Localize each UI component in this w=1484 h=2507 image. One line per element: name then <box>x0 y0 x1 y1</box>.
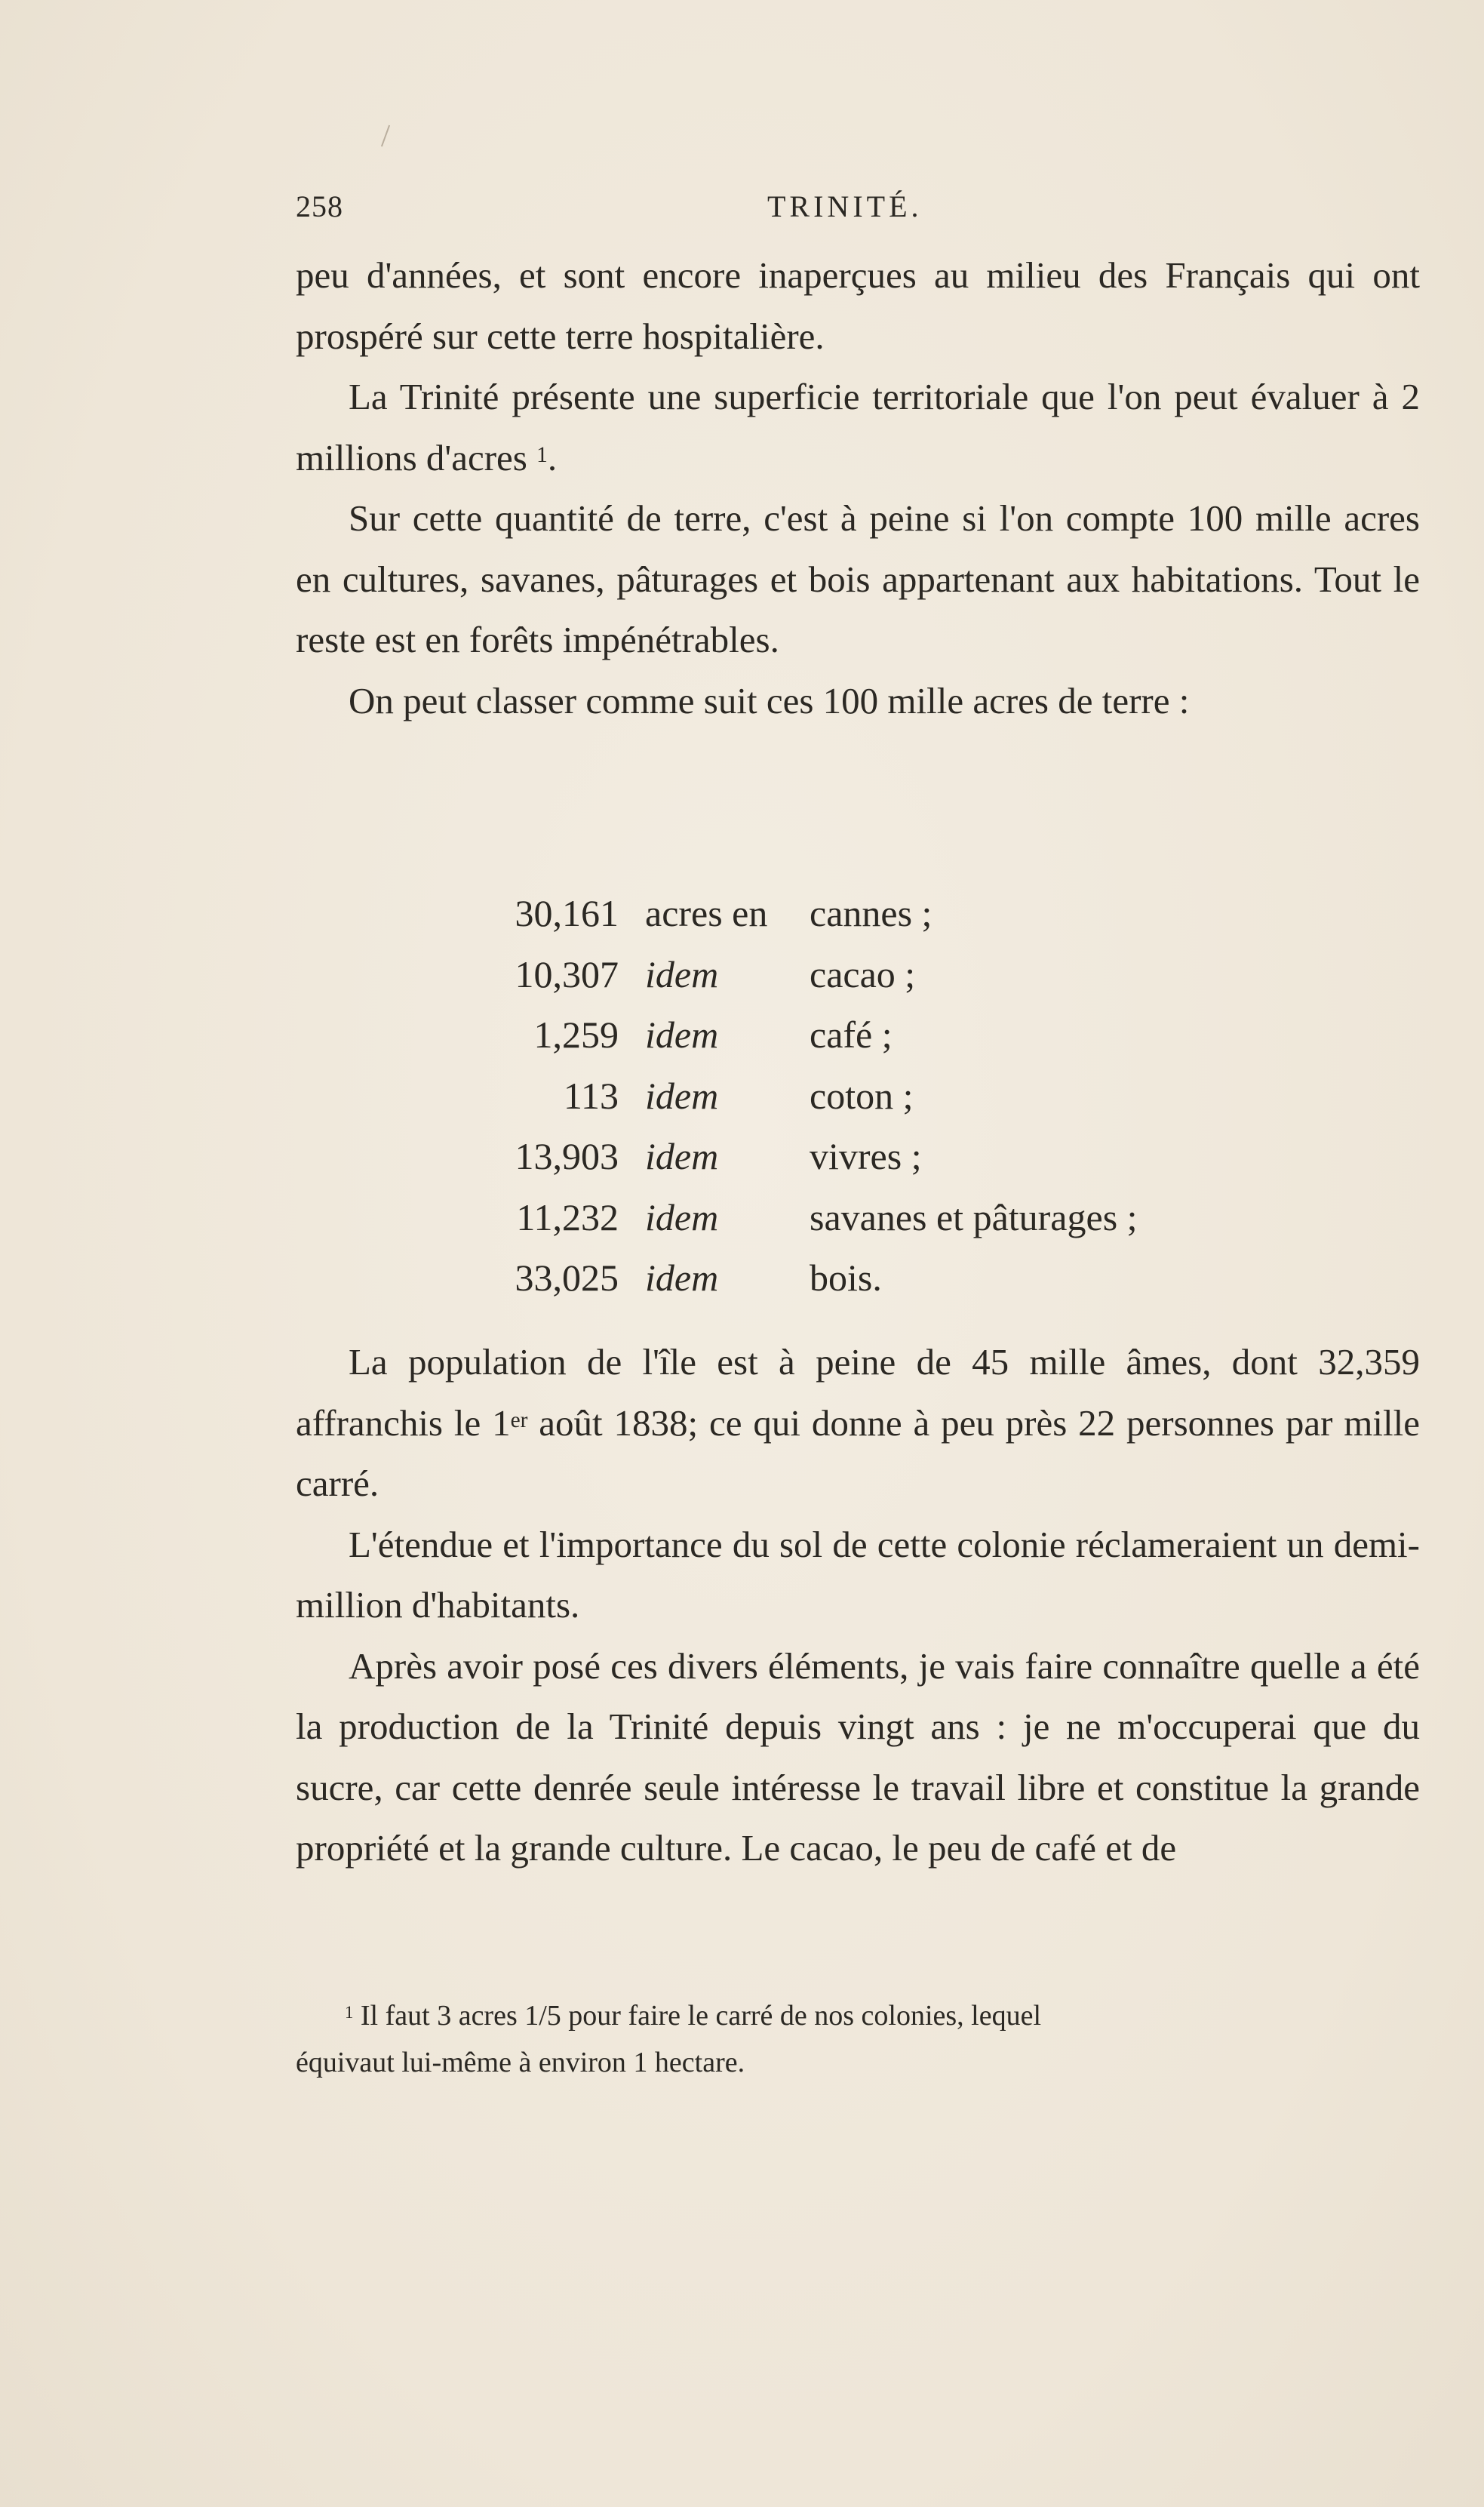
crop-unit: idem <box>645 1074 719 1117</box>
crop-row <box>445 1066 1350 1127</box>
footnote-reference: 1 <box>536 442 548 467</box>
crop-row <box>445 883 1350 944</box>
crop-name: vivres ; <box>810 1135 922 1177</box>
footnote-text-1: Il faut 3 acres 1/5 pour faire le carré de nos colonies, lequel <box>360 2000 1042 2032</box>
crop-name: cannes ; <box>810 892 932 934</box>
population-text-2: août 1838; ce qui donne à peu près 22 personnes par mille carré. <box>296 1401 1420 1504</box>
crop-name: café ; <box>810 1014 893 1056</box>
crop-name: cacao ; <box>810 952 916 995</box>
paragraph-population <box>296 1332 1420 1515</box>
footnote-line <box>296 1992 1420 2039</box>
crop-name: savanes et pâturages ; <box>810 1195 1138 1238</box>
footnote-reference-period: . <box>547 436 558 478</box>
crop-acres: 13,903 <box>515 1135 619 1177</box>
paragraph-superficie-text: La Trinité présente une superficie territoriale que l'on peut évaluer à 2 millions d'acres <box>296 376 1420 478</box>
crop-unit: idem <box>645 952 719 995</box>
crop-row <box>445 1247 1350 1309</box>
running-title: TRINITÉ. <box>767 189 923 223</box>
paragraph-cultures: Sur cette quantité de terre, c'est à peine si l'on compte 100 mille acres en cultures, savanes, pâturages et bois appartenant aux habitations. Tout le reste est en forêts impénétrables. <box>296 497 1420 660</box>
page-number: 258 <box>296 189 343 223</box>
paragraph-superficie <box>296 367 1420 488</box>
crop-row <box>445 944 1350 1005</box>
crop-acres: 10,307 <box>515 952 619 995</box>
body-text-upper <box>296 245 1420 731</box>
crop-acres: 113 <box>563 1074 619 1117</box>
page-header <box>296 189 1420 241</box>
crop-acres: 30,161 <box>515 892 619 934</box>
paragraph-continuation: peu d'années, et sont encore inaperçues au milieu des Français qui ont prospéré sur cette terre hospitalière. <box>296 254 1420 357</box>
paragraph-classement: On peut classer comme suit ces 100 mille acres de terre : <box>349 679 1190 721</box>
crop-name: coton ; <box>810 1074 914 1117</box>
crop-acres: 11,232 <box>516 1195 619 1238</box>
body-text-lower <box>296 1332 1420 1879</box>
crop-name: bois. <box>810 1257 882 1299</box>
crop-unit: idem <box>645 1257 719 1299</box>
crop-acres: 1,259 <box>533 1014 619 1056</box>
footnote <box>296 1992 1420 2086</box>
ink-mark <box>381 125 390 147</box>
crop-unit: idem <box>645 1195 719 1238</box>
population-text-1: La population de l'île est à peine de 45 mille âmes, dont 32,359 affranchis le 1 <box>296 1341 1420 1444</box>
crop-row <box>445 1126 1350 1187</box>
crop-row <box>445 1004 1350 1066</box>
crop-row <box>445 1187 1350 1248</box>
footnote-line: équivaut lui-même à environ 1 hectare. <box>296 2047 745 2078</box>
paragraph-production: Après avoir posé ces divers éléments, je vais faire connaître quelle a été la production de la Trinité depuis vingt ans : je ne m'occuperai que du sucre, car cette denrée seule intéresse le travail libre et constitue la grande propriété et la grande culture. Le cacao, le peu de café et de <box>296 1644 1420 1869</box>
crop-acreage-list <box>445 883 1350 1309</box>
crop-acres: 33,025 <box>515 1257 619 1299</box>
crop-unit: idem <box>645 1014 719 1056</box>
crop-unit: acres en <box>645 892 768 934</box>
footnote-marker: 1 <box>345 2003 354 2022</box>
paragraph-etendue: L'étendue et l'importance du sol de cette colonie réclameraient un demi-million d'habitants. <box>296 1523 1420 1626</box>
ordinal-superscript: er <box>510 1407 528 1432</box>
crop-unit: idem <box>645 1135 719 1177</box>
